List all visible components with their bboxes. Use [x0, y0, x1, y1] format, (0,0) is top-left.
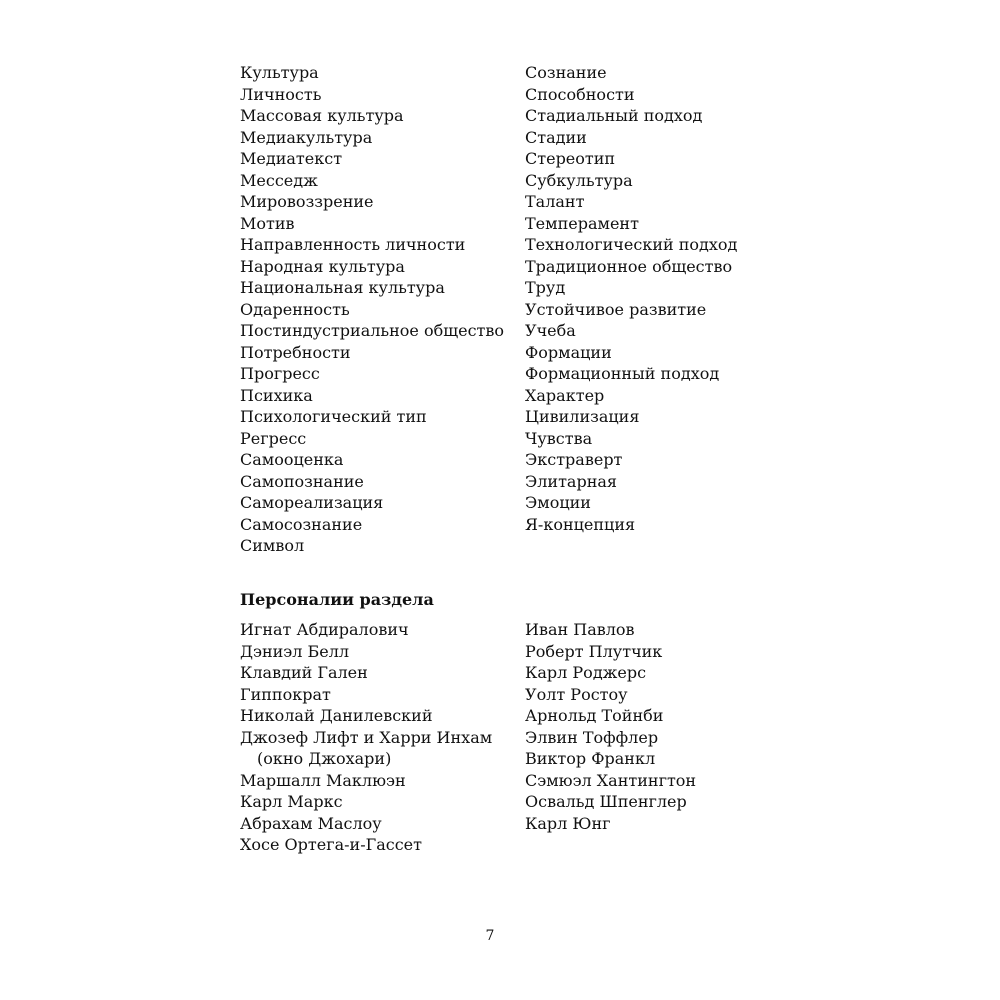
term-item: Устойчивое развитие	[525, 299, 707, 319]
person-item: Абрахам Маслоу	[240, 813, 382, 833]
person-item: Элвин Тоффлер	[525, 727, 659, 747]
person-item: Маршалл Маклюэн	[240, 770, 406, 790]
term-item: Прогресс	[240, 364, 320, 383]
person-item: Виктор Франкл	[525, 749, 656, 768]
term-item: Цивилизация	[525, 407, 640, 426]
term-item: Учеба	[525, 321, 576, 340]
person-item: Клавдий Гален	[240, 663, 368, 682]
term-item: Сознание	[525, 63, 607, 82]
term-item: Медиакультура	[240, 127, 373, 147]
person-item: Игнат Абдиралович	[240, 620, 409, 639]
term-item: Способности	[525, 84, 635, 104]
term-item: Потребности	[240, 342, 351, 362]
term-item: Психика	[240, 385, 313, 405]
term-item: Национальная культура	[240, 278, 445, 297]
term-item: Постиндустриальное общество	[240, 321, 505, 340]
term-item: Труд	[525, 278, 566, 297]
term-item: Талант	[525, 192, 585, 211]
section-heading: Персоналии раздела	[240, 590, 434, 609]
term-item: Субкультура	[525, 170, 633, 190]
term-item: Месседж	[240, 170, 318, 190]
terms-list-left	[240, 62, 504, 557]
term-item: Мотив	[240, 213, 295, 233]
term-item: Я-концепция	[525, 514, 636, 534]
person-item-continuation: (окно Джохари)	[257, 749, 392, 768]
term-item: Чувства	[525, 428, 593, 448]
person-item: Гиппократ	[240, 684, 331, 704]
page-number: 7	[485, 928, 495, 944]
term-item: Характер	[525, 385, 605, 405]
term-item: Одаренность	[240, 299, 350, 319]
term-item: Самооценка	[240, 450, 344, 469]
person-item: Освальд Шпенглер	[525, 792, 687, 811]
person-item: Хосе Ортега-и-Гассет	[240, 835, 422, 854]
term-item: Технологический подход	[525, 235, 738, 254]
personalities-list-right	[525, 619, 696, 834]
person-item: Уолт Ростоу	[525, 684, 628, 704]
term-item: Мировоззрение	[240, 192, 374, 211]
term-item: Регресс	[240, 428, 307, 448]
person-item: Арнольд Тойнби	[525, 706, 664, 725]
person-item: Карл Роджерс	[525, 663, 647, 682]
term-item: Массовая культура	[240, 106, 404, 125]
person-item: Карл Юнг	[525, 813, 611, 833]
term-item: Стадиальный подход	[525, 106, 703, 125]
term-item: Эмоции	[525, 493, 591, 512]
term-item: Самопознание	[240, 471, 364, 491]
person-item: Николай Данилевский	[240, 706, 433, 725]
term-item: Экстраверт	[525, 450, 623, 469]
term-item: Элитарная	[525, 471, 617, 491]
term-item: Формации	[525, 342, 612, 362]
terms-list-right	[525, 62, 737, 535]
term-item: Формационный подход	[525, 364, 720, 383]
term-item: Культура	[240, 63, 319, 82]
term-item: Личность	[240, 84, 322, 104]
term-item: Стадии	[525, 127, 587, 147]
term-item: Направленность личности	[240, 235, 466, 254]
person-item: Дэниэл Белл	[240, 641, 350, 661]
term-item: Традиционное общество	[525, 256, 733, 276]
term-item: Самосознание	[240, 514, 363, 534]
term-item: Стереотип	[525, 149, 616, 168]
term-item: Народная культура	[240, 256, 405, 276]
term-item: Медиатекст	[240, 149, 343, 168]
term-item: Психологический тип	[240, 407, 427, 426]
person-item: Роберт Плутчик	[525, 641, 663, 661]
term-item: Символ	[240, 536, 305, 555]
person-item: Карл Маркс	[240, 792, 343, 811]
person-item: Иван Павлов	[525, 620, 635, 639]
term-item: Темперамент	[525, 213, 639, 233]
person-item: Джозеф Лифт и Харри Инхам	[240, 727, 493, 747]
term-item: Самореализация	[240, 493, 384, 512]
personalities-list-left	[240, 619, 492, 856]
person-item: Сэмюэл Хантингтон	[525, 770, 697, 790]
